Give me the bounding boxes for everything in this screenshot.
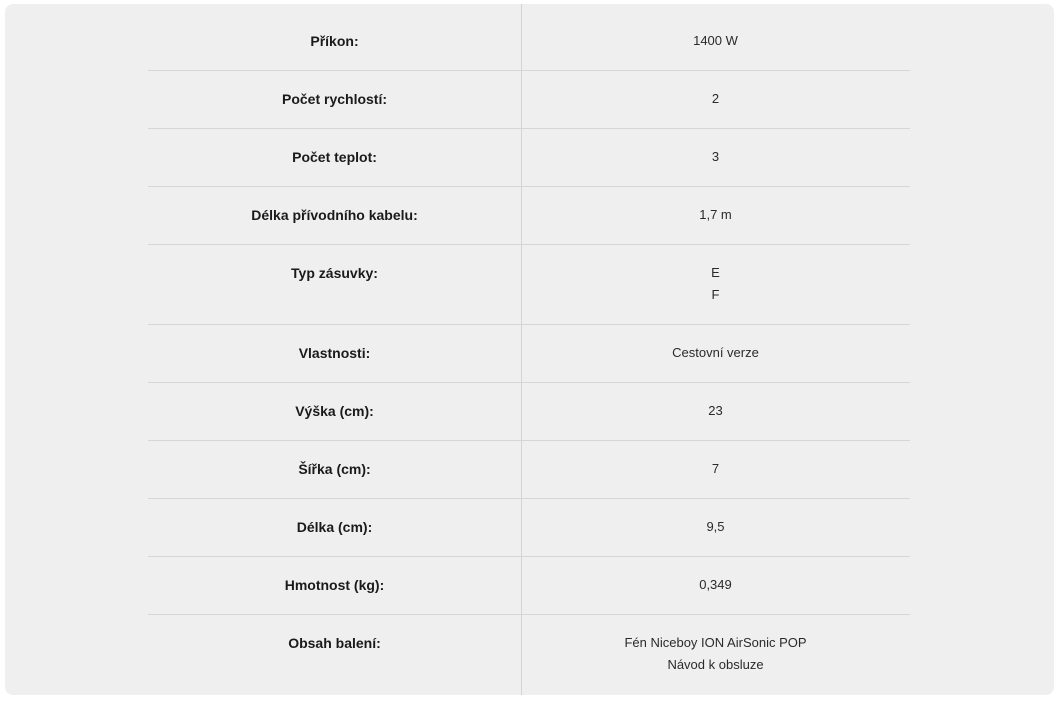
spec-row [148, 71, 910, 129]
spec-value-line: 1400 W [693, 33, 738, 48]
spec-value-line: F [711, 287, 720, 302]
spec-label: Hmotnost (kg): [284, 577, 385, 593]
spec-label: Počet rychlostí: [281, 91, 388, 107]
spec-value [521, 245, 910, 324]
spec-row [148, 129, 910, 187]
spec-value-line: 1,7 m [699, 207, 732, 222]
spec-value [521, 499, 910, 556]
spec-label: Příkon: [310, 33, 359, 49]
spec-value [521, 187, 910, 244]
spec-value [521, 383, 910, 440]
spec-panel [5, 4, 1054, 695]
spec-label: Typ zásuvky: [291, 265, 378, 281]
spec-value-line: Cestovní verze [672, 345, 759, 360]
spec-value-line: 2 [711, 91, 720, 106]
spec-value [521, 325, 910, 382]
spec-table [148, 13, 910, 695]
spec-value-line: Fén Niceboy ION AirSonic POP [624, 635, 807, 650]
spec-value-line: E [711, 265, 720, 280]
spec-label: Vlastnosti: [298, 345, 371, 361]
spec-value [521, 615, 910, 695]
spec-value-line: Návod k obsluze [667, 657, 764, 672]
spec-label: Délka přívodního kabelu: [251, 207, 418, 223]
spec-label: Počet teplot: [292, 149, 377, 165]
spec-label: Obsah balení: [288, 635, 381, 651]
spec-row [148, 325, 910, 383]
spec-row [148, 557, 910, 615]
spec-value [521, 441, 910, 498]
spec-value-line: 9,5 [706, 519, 725, 534]
spec-row [148, 615, 910, 695]
spec-row [148, 245, 910, 325]
spec-label: Šířka (cm): [298, 461, 371, 477]
spec-value-line: 3 [711, 149, 720, 164]
spec-label: Výška (cm): [295, 403, 374, 419]
spec-value-line: 23 [708, 403, 723, 418]
spec-value-line: 7 [711, 461, 720, 476]
spec-row [148, 187, 910, 245]
spec-row [148, 441, 910, 499]
spec-value [521, 129, 910, 186]
spec-value [521, 71, 910, 128]
spec-value [521, 13, 910, 70]
spec-label: Délka (cm): [296, 519, 373, 535]
spec-row [148, 383, 910, 441]
spec-value [521, 557, 910, 614]
spec-row [148, 499, 910, 557]
spec-value-line: 0,349 [699, 577, 732, 592]
spec-row [148, 13, 910, 71]
